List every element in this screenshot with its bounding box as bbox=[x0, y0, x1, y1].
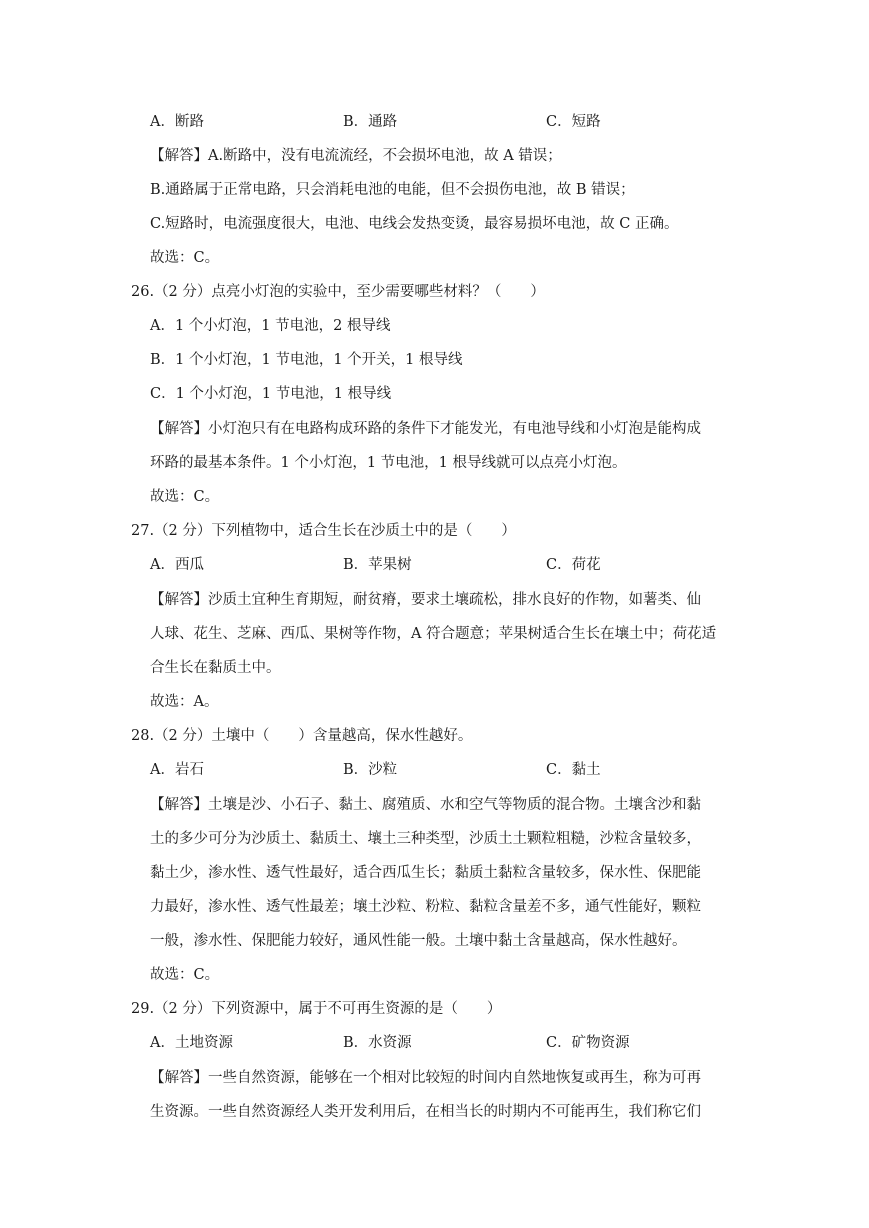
q28-answer-line: 力最好，渗水性、透气性最差；壤土沙粒、粉粒、黏粒含量差不多，通气性能好，颗粒 bbox=[150, 899, 701, 915]
q28-stem: 28.（2 分）土壤中（ ）含量越高，保水性越好。 bbox=[131, 728, 473, 744]
q26-result: 故选：C。 bbox=[150, 489, 220, 505]
q28-answer-line: 一般，渗水性、保肥能力较好，通风性能一般。土壤中黏土含量越高，保水性越好。 bbox=[150, 933, 687, 949]
q25-option-a: A．断路 bbox=[150, 114, 204, 130]
q26-answer-line: 【解答】小灯泡只有在电路构成环路的条件下才能发光，有电池导线和小灯泡是能构成 bbox=[150, 421, 701, 437]
q25-result: 故选：C。 bbox=[150, 250, 220, 266]
q28-option-a: A．岩石 bbox=[150, 762, 204, 778]
q26-answer-line: 环路的最基本条件。1 个小灯泡，1 节电池，1 根导线就可以点亮小灯泡。 bbox=[150, 455, 627, 471]
q27-stem: 27.（2 分）下列植物中，适合生长在沙质土中的是（ ） bbox=[131, 523, 516, 539]
q25-answer-line: 【解答】A.断路中，没有电流流经，不会损坏电池，故 A 错误； bbox=[150, 148, 562, 164]
q29-answer-line: 生资源。一些自然资源经人类开发利用后，在相当长的时期内不可能再生，我们称它们 bbox=[150, 1104, 701, 1120]
q26-option-c: C．1 个小灯泡，1 节电池，1 根导线 bbox=[150, 386, 392, 402]
q29-stem: 29.（2 分）下列资源中，属于不可再生资源的是（ ） bbox=[131, 1001, 502, 1017]
q28-answer-line: 【解答】土壤是沙、小石子、黏土、腐殖质、水和空气等物质的混合物。土壤含沙和黏 bbox=[150, 797, 701, 813]
q27-option-a: A．西瓜 bbox=[150, 557, 204, 573]
q29-answer-line: 【解答】一些自然资源，能够在一个相对比较短的时间内自然地恢复或再生，称为可再 bbox=[150, 1070, 701, 1086]
q27-answer-line: 人球、花生、芝麻、西瓜、果树等作物，A 符合题意；苹果树适合生长在壤土中；荷花适 bbox=[150, 626, 717, 642]
q26-stem: 26.（2 分）点亮小灯泡的实验中，至少需要哪些材料？（ ） bbox=[131, 284, 545, 300]
q28-answer-line: 黏土少，渗水性、透气性最好，适合西瓜生长；黏质土黏粒含量较多，保水性、保肥能 bbox=[150, 865, 701, 881]
q27-answer-line: 合生长在黏质土中。 bbox=[150, 660, 281, 676]
q29-option-b: B．水资源 bbox=[343, 1035, 412, 1051]
q28-option-c: C．黏土 bbox=[546, 762, 601, 778]
q25-answer-line: B.通路属于正常电路，只会消耗电池的电能，但不会损伤电池，故 B 错误； bbox=[150, 182, 635, 198]
q26-option-b: B．1 个小灯泡，1 节电池，1 个开关，1 根导线 bbox=[150, 352, 463, 368]
q27-result: 故选：A。 bbox=[150, 694, 219, 710]
q29-option-c: C．矿物资源 bbox=[546, 1035, 630, 1051]
q28-option-b: B．沙粒 bbox=[343, 762, 398, 778]
q28-result: 故选：C。 bbox=[150, 967, 220, 983]
q27-option-b: B．苹果树 bbox=[343, 557, 412, 573]
q25-answer-line: C.短路时，电流强度很大，电池、电线会发热变烫，最容易损坏电池，故 C 正确。 bbox=[150, 216, 679, 232]
q26-option-a: A．1 个小灯泡，1 节电池，2 根导线 bbox=[150, 318, 391, 334]
q25-option-c: C．短路 bbox=[546, 114, 601, 130]
q25-option-b: B．通路 bbox=[343, 114, 398, 130]
q27-answer-line: 【解答】沙质土宜种生育期短，耐贫瘠，要求土壤疏松，排水良好的作物，如薯类、仙 bbox=[150, 592, 701, 608]
q27-option-c: C．荷花 bbox=[546, 557, 601, 573]
q28-answer-line: 土的多少可分为沙质土、黏质土、壤土三种类型，沙质土土颗粒粗糙，沙粒含量较多， bbox=[150, 831, 701, 847]
q29-option-a: A．土地资源 bbox=[150, 1035, 233, 1051]
